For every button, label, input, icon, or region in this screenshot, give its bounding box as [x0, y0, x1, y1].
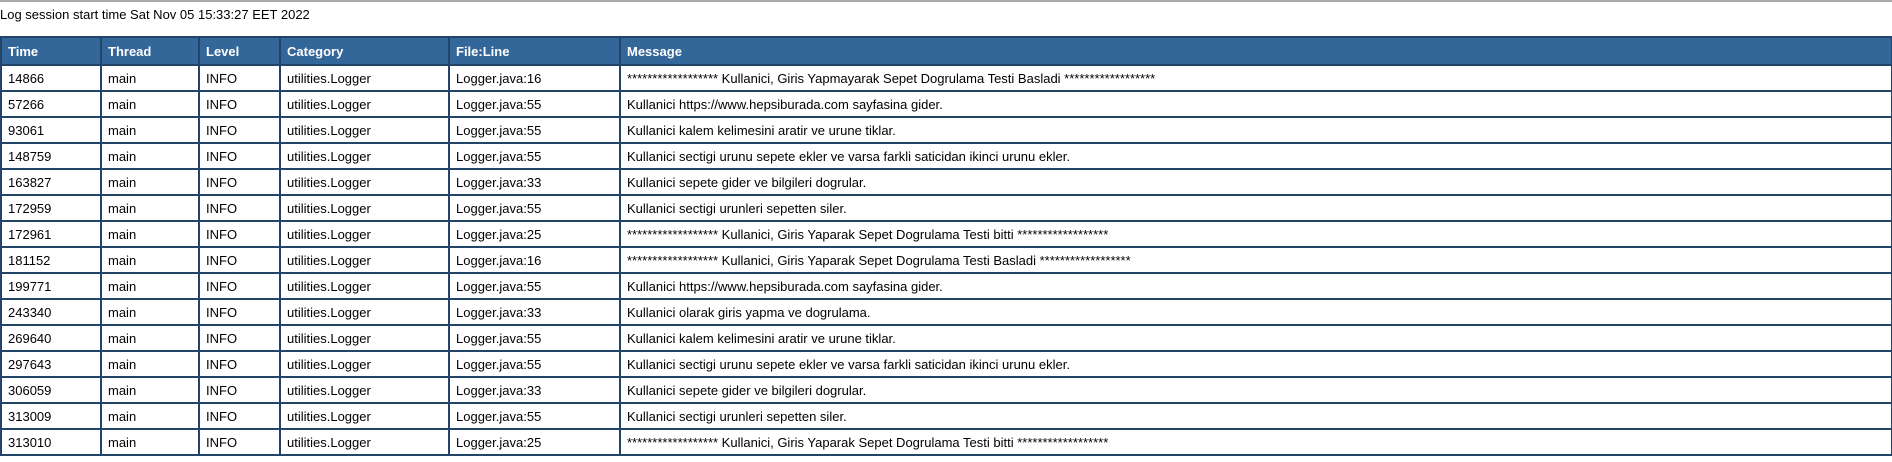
table-row — [1, 377, 1892, 403]
cell-time: 172961 — [1, 221, 101, 247]
cell-time: 313009 — [1, 403, 101, 429]
cell-file-line: Logger.java:55 — [449, 195, 620, 221]
cell-level: INFO — [199, 325, 280, 351]
cell-file-line: Logger.java:55 — [449, 117, 620, 143]
cell-thread: main — [101, 299, 199, 325]
column-header-message: Message — [620, 37, 1892, 65]
cell-level: INFO — [199, 429, 280, 455]
cell-message: Kullanici sectigi urunu sepete ekler ve varsa farkli saticidan ikinci urunu ekler. — [620, 143, 1892, 169]
cell-message: Kullanici sectigi urunleri sepetten siler. — [620, 195, 1892, 221]
cell-message: ****************** Kullanici, Giris Yaparak Sepet Dogrulama Testi bitti ****************** — [620, 429, 1892, 455]
cell-category: utilities.Logger — [280, 91, 449, 117]
cell-level: INFO — [199, 273, 280, 299]
cell-message: ****************** Kullanici, Giris Yaparak Sepet Dogrulama Testi bitti ****************** — [620, 221, 1892, 247]
cell-thread: main — [101, 221, 199, 247]
cell-file-line: Logger.java:33 — [449, 169, 620, 195]
cell-file-line: Logger.java:25 — [449, 221, 620, 247]
cell-time: 269640 — [1, 325, 101, 351]
log-session-start-text: Log session start time Sat Nov 05 15:33:27 EET 2022 — [0, 7, 310, 22]
log-table-body — [1, 65, 1892, 455]
table-row — [1, 299, 1892, 325]
cell-category: utilities.Logger — [280, 299, 449, 325]
cell-category: utilities.Logger — [280, 273, 449, 299]
cell-thread: main — [101, 65, 199, 91]
cell-time: 163827 — [1, 169, 101, 195]
log-table — [0, 36, 1892, 456]
cell-message: ****************** Kullanici, Giris Yaparak Sepet Dogrulama Testi Basladi ****************** — [620, 247, 1892, 273]
column-header-thread: Thread — [101, 37, 199, 65]
table-row — [1, 247, 1892, 273]
column-header-file-line: File:Line — [449, 37, 620, 65]
cell-category: utilities.Logger — [280, 117, 449, 143]
cell-time: 313010 — [1, 429, 101, 455]
cell-message: Kullanici kalem kelimesini aratir ve urune tiklar. — [620, 117, 1892, 143]
cell-file-line: Logger.java:55 — [449, 143, 620, 169]
cell-thread: main — [101, 273, 199, 299]
column-header-time: Time — [1, 37, 101, 65]
cell-file-line: Logger.java:55 — [449, 325, 620, 351]
cell-level: INFO — [199, 377, 280, 403]
cell-level: INFO — [199, 169, 280, 195]
cell-thread: main — [101, 195, 199, 221]
table-row — [1, 143, 1892, 169]
cell-message: Kullanici sepete gider ve bilgileri dogrular. — [620, 169, 1892, 195]
cell-time: 148759 — [1, 143, 101, 169]
cell-message: Kullanici https://www.hepsiburada.com sayfasina gider. — [620, 273, 1892, 299]
cell-level: INFO — [199, 221, 280, 247]
table-row — [1, 169, 1892, 195]
cell-category: utilities.Logger — [280, 169, 449, 195]
cell-category: utilities.Logger — [280, 429, 449, 455]
cell-category: utilities.Logger — [280, 143, 449, 169]
cell-file-line: Logger.java:55 — [449, 91, 620, 117]
table-row — [1, 117, 1892, 143]
column-header-level: Level — [199, 37, 280, 65]
cell-level: INFO — [199, 195, 280, 221]
cell-category: utilities.Logger — [280, 351, 449, 377]
table-row — [1, 65, 1892, 91]
cell-message: Kullanici https://www.hepsiburada.com sayfasina gider. — [620, 91, 1892, 117]
table-row — [1, 221, 1892, 247]
cell-thread: main — [101, 403, 199, 429]
cell-message: ****************** Kullanici, Giris Yapmayarak Sepet Dogrulama Testi Basladi ****************** — [620, 65, 1892, 91]
cell-file-line: Logger.java:16 — [449, 65, 620, 91]
cell-time: 181152 — [1, 247, 101, 273]
cell-file-line: Logger.java:33 — [449, 377, 620, 403]
cell-message: Kullanici sectigi urunu sepete ekler ve varsa farkli saticidan ikinci urunu ekler. — [620, 351, 1892, 377]
cell-category: utilities.Logger — [280, 221, 449, 247]
table-row — [1, 429, 1892, 455]
cell-file-line: Logger.java:55 — [449, 351, 620, 377]
cell-level: INFO — [199, 143, 280, 169]
cell-time: 14866 — [1, 65, 101, 91]
cell-category: utilities.Logger — [280, 403, 449, 429]
cell-message: Kullanici kalem kelimesini aratir ve urune tiklar. — [620, 325, 1892, 351]
cell-file-line: Logger.java:25 — [449, 429, 620, 455]
table-header-row — [1, 37, 1892, 65]
cell-message: Kullanici olarak giris yapma ve dogrulama. — [620, 299, 1892, 325]
table-row — [1, 325, 1892, 351]
cell-thread: main — [101, 429, 199, 455]
cell-time: 93061 — [1, 117, 101, 143]
cell-thread: main — [101, 117, 199, 143]
cell-time: 306059 — [1, 377, 101, 403]
cell-message: Kullanici sepete gider ve bilgileri dogrular. — [620, 377, 1892, 403]
cell-thread: main — [101, 351, 199, 377]
cell-level: INFO — [199, 65, 280, 91]
cell-file-line: Logger.java:55 — [449, 403, 620, 429]
cell-message: Kullanici sectigi urunleri sepetten siler. — [620, 403, 1892, 429]
cell-time: 297643 — [1, 351, 101, 377]
column-header-category: Category — [280, 37, 449, 65]
cell-level: INFO — [199, 91, 280, 117]
cell-thread: main — [101, 325, 199, 351]
table-row — [1, 273, 1892, 299]
top-divider — [0, 0, 1892, 2]
cell-category: utilities.Logger — [280, 325, 449, 351]
cell-level: INFO — [199, 299, 280, 325]
cell-category: utilities.Logger — [280, 377, 449, 403]
cell-thread: main — [101, 91, 199, 117]
cell-category: utilities.Logger — [280, 195, 449, 221]
cell-thread: main — [101, 247, 199, 273]
cell-thread: main — [101, 169, 199, 195]
cell-thread: main — [101, 143, 199, 169]
cell-time: 243340 — [1, 299, 101, 325]
cell-category: utilities.Logger — [280, 247, 449, 273]
table-row — [1, 403, 1892, 429]
table-row — [1, 91, 1892, 117]
cell-level: INFO — [199, 247, 280, 273]
cell-time: 199771 — [1, 273, 101, 299]
cell-file-line: Logger.java:33 — [449, 299, 620, 325]
table-row — [1, 195, 1892, 221]
cell-level: INFO — [199, 403, 280, 429]
cell-thread: main — [101, 377, 199, 403]
cell-level: INFO — [199, 351, 280, 377]
cell-category: utilities.Logger — [280, 65, 449, 91]
table-row — [1, 351, 1892, 377]
cell-level: INFO — [199, 117, 280, 143]
cell-file-line: Logger.java:16 — [449, 247, 620, 273]
cell-time: 57266 — [1, 91, 101, 117]
cell-time: 172959 — [1, 195, 101, 221]
cell-file-line: Logger.java:55 — [449, 273, 620, 299]
